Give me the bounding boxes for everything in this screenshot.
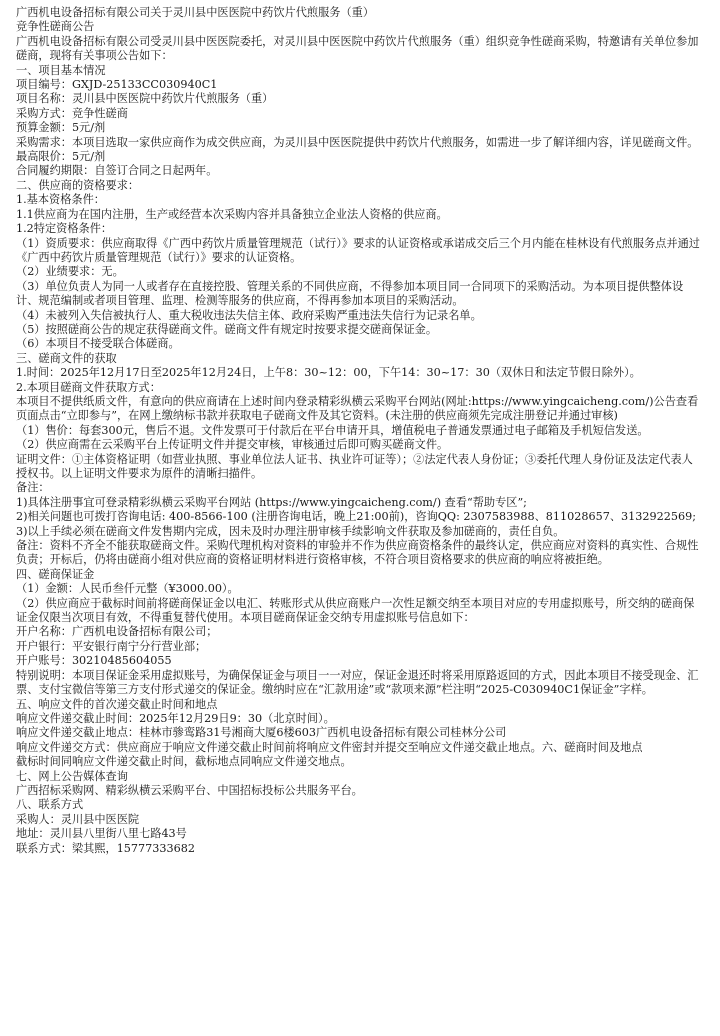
remark-item: 1)具体注册事宜可登录精彩纵横云采购平台网站 (https://www.yingcaicheng.com/) 查看“帮助专区”;: [16, 495, 527, 509]
qualification-item: （3）单位负责人为同一人或者存在直接控股、管理关系的不同供应商，不得参加本项目同一合同项下的采购活动。为本项目提供整体设计、规范编制或者项目管理、监理、检测等服务的供应商，不得再参加本项目的采购活动。: [16, 279, 684, 308]
section-heading-basic-info: 一、项目基本情况: [16, 63, 106, 77]
procurement-method: 采购方式：竞争性磋商: [16, 106, 128, 120]
remark-item: 3)以上手续必须在磋商文件发售期内完成，因未及时办理注册审核手续影响文件获取及参加磋商的，责任自负。: [16, 524, 565, 538]
submission-location: 响应文件递交截止地点：桂林市骖鸾路31号湘商大厦6楼603广西机电设备招标有限公司桂林分公司: [16, 726, 507, 740]
submission-method: 响应文件递交方式：供应商应于响应文件递交截止时间前将响应文件密封并提交至响应文件递交截止地点。六、磋商时间及地点: [16, 740, 643, 754]
qualification-item: （1）资质要求：供应商取得《广西中药饮片质量管理规范（试行）》要求的认证资格或承诺成交后三个月内能在桂林设有代煎服务点并通过《广西中药饮片质量管理规范（试行）》要求的认证资格。: [16, 236, 700, 264]
purchaser-address: 地址：灵川县八里街八里七路43号: [16, 827, 187, 841]
project-name: 项目名称：灵川县中医医院中药饮片代煎服务（重）: [16, 92, 274, 106]
remarks-paragraph: 备注：资料不齐全不能获取磋商文件。采购代理机构对资料的审验并不作为供应商资格条件的最终认定，供应商应对资料的真实性、合规性负责；开标后，仍将由磋商小组对供应商的资格证明材料进行资格审核，不符合项目资格要求的供应商的响应将被拒绝。: [16, 539, 699, 567]
qualification-item: （5）按照磋商公告的规定获得磋商文件。磋商文件有规定时按要求提交磋商保证金。: [16, 322, 438, 336]
purchaser: 采购人：灵川县中医医院: [16, 812, 140, 826]
basic-qualification-item: 1.1供应商为在国内注册，生产或经营本次采购内容并具备独立企业法人资格的供应商。: [16, 207, 448, 221]
proof-documents: 证明文件：①主体资格证明（如营业执照、事业单位法人证书、执业许可证等）；②法定代表人身份证；③委托代理人身份证及法定代表人授权书。以上证明文件要求为原件的清晰扫描件。: [16, 452, 693, 480]
submission-deadline: 响应文件递交截止时间：2025年12月29日9：30（北京时间）。: [16, 711, 335, 725]
contract-period: 合同履约期限：自签订合同之日起两年。: [16, 164, 218, 178]
specific-qualification-heading: 1.2特定资格条件：: [16, 222, 113, 236]
special-note: 特别说明：本项目保证金采用虚拟账号，为确保保证金与项目一一对应，保证金退还时将采用原路返回的方式，因此本项目不接受现金、汇票、支付宝微信等第三方支付形式递交的保证金。缴纳时应在“汇款用途”或“款项来源”栏注明“2025-C030940C1保证金”字样。: [16, 668, 699, 697]
price-item: （1）售价：每套300元，售后不退。文件发票可于付款后在平台申请开具，增值税电子普通发票通过电子邮箱及手机短信发送。: [16, 423, 649, 437]
section-heading-qualification: 二、供应商的资格要求：: [16, 178, 140, 192]
upload-item: （2）供应商需在云采购平台上传证明文件并提交审核，审核通过后即可购买磋商文件。: [16, 438, 449, 452]
section-heading-obtain-documents: 三、磋商文件的获取: [16, 351, 117, 365]
obtain-time: 1.时间：2025年12月17日至2025年12月24日，上午8：30~12：00，下午14：30~17：30（双休日和法定节假日除外）。: [16, 366, 641, 380]
qualification-item: （4）未被列入失信被执行人、重大税收违法失信主体、政府采购严重违法失信行为记录名单。: [16, 308, 482, 322]
account-name: 开户名称：广西机电设备招标有限公司；: [16, 625, 218, 639]
max-price: 最高限价：5元/剂: [16, 150, 106, 164]
deposit-method: （2）供应商应于截标时间前将磋商保证金以电汇、转账形式从供应商账户一次性足额交纳至本项目对应的专用虚拟账号，所交纳的磋商保证金仅限当次项目有效，不得重复替代使用。本项目磋商保证金交纳专用虚拟账号信息如下：: [16, 596, 695, 625]
obtain-method-heading: 2.本项目磋商文件获取方式：: [16, 380, 161, 394]
budget-amount: 预算金额：5元/剂: [16, 121, 106, 135]
project-number: 项目编号：GXJD-25133CC030940C1: [16, 78, 218, 92]
purchaser-contact: 联系方式：梁其熙，15777333682: [16, 841, 195, 855]
section-heading-media: 七、网上公告媒体查询: [16, 769, 128, 783]
section-heading-contact: 八、联系方式: [16, 798, 84, 812]
procurement-requirement: 采购需求：本项目选取一家供应商作为成交供应商，为灵川县中医医院提供中药饮片代煎服务，如需进一步了解详细内容，详见磋商文件。: [16, 135, 699, 149]
obtain-method-text: 本项目不提供纸质文件，有意向的供应商请在上述时间内登录精彩纵横云采购平台网站(网址:https://www.yingcaicheng.com/)公告查看页面点击“立即参与”，在网上缴纳标书款并获取电子磋商文件及其它资料。(未注册的供应商须先完成注册登记并通过审核): [16, 394, 699, 423]
media-list: 广西招标采购网、精彩纵横云采购平台、中国招标投标公共服务平台。: [16, 783, 363, 797]
section-heading-deposit: 四、磋商保证金: [16, 567, 95, 581]
remarks-heading: 备注：: [16, 481, 50, 495]
deposit-amount: （1）金额：人民币叁仟元整（¥3000.00）。: [16, 582, 239, 596]
intro-paragraph: 广西机电设备招标有限公司受灵川县中医医院委托，对灵川县中医医院中药饮片代煎服务（重）组织竞争性磋商采购，特邀请有关单位参加磋商，现将有关事项公告如下：: [16, 34, 699, 63]
basic-qualification-heading: 1.基本资格条件：: [16, 193, 105, 207]
document-subtitle: 竞争性磋商公告: [16, 20, 95, 34]
qualification-item: （6）本项目不接受联合体磋商。: [16, 337, 180, 351]
document-title: 广西机电设备招标有限公司关于灵川县中医医院中药饮片代煎服务（重）: [16, 6, 375, 19]
section-heading-submission: 五、响应文件的首次递交截止时间和地点: [16, 697, 218, 711]
account-bank: 开户银行：平安银行南宁分行营业部；: [16, 639, 207, 653]
account-number: 开户账号：30210485604055: [16, 654, 172, 668]
remark-item: 2)相关问题也可拨打咨询电话: 400-8566-100 (注册咨询电话，晚上21:00前)，咨询QQ: 2307583988、811028657、3132922569;: [16, 510, 696, 524]
qualification-item: （2）业绩要求：无。: [16, 265, 124, 279]
deadline-location-note: 截标时间同响应文件递交截止时间，截标地点同响应文件递交地点。: [16, 755, 352, 769]
